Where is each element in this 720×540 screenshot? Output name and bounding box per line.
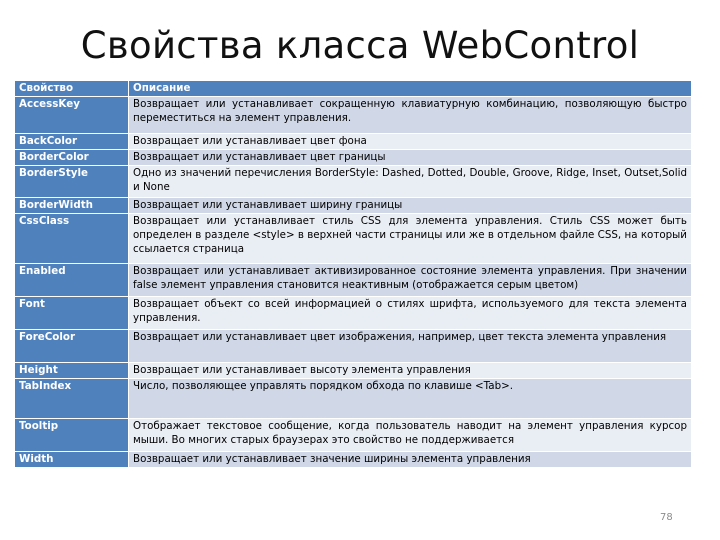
property-name: AccessKey [15,97,129,134]
column-header-description: Описание [129,81,692,97]
table-row [15,452,692,468]
property-name: Tooltip [15,419,129,452]
table-row [15,166,692,198]
property-name: Width [15,452,129,468]
property-name: Font [15,297,129,330]
property-description: Возвращает объект со всей информацией о стилях шрифта, используемого для текста элемента управления. [129,297,692,330]
property-description: Возвращает или устанавливает цвет границы [129,150,692,166]
table-header-row [15,81,692,97]
table-row [15,134,692,150]
table-row [15,330,692,363]
property-name: BorderStyle [15,166,129,198]
property-description: Возвращает или устанавливает стиль CSS для элемента управления. Стиль CSS может быть определен в разделе <style> в верхней части страницы или же в отдельном файле CSS, на который ссылается страница [129,214,692,264]
property-description: Возвращает или устанавливает цвет фона [129,134,692,150]
property-description: Число, позволяющее управлять порядком обхода по клавише <Tab>. [129,379,692,419]
table-row [15,150,692,166]
table-row [15,97,692,134]
column-header-property: Свойство [15,81,129,97]
table-row [15,297,692,330]
property-description: Возвращает или устанавливает сокращенную клавиатурную комбинацию, позволяющую быстро переместиться на элемент управления. [129,97,692,134]
table-row [15,419,692,452]
property-name: TabIndex [15,379,129,419]
property-description: Возвращает или устанавливает высоту элемента управления [129,363,692,379]
property-name: Enabled [15,264,129,297]
table-row [15,214,692,264]
property-name: Height [15,363,129,379]
page-number: 78 [660,512,673,523]
table-row [15,198,692,214]
property-name: BackColor [15,134,129,150]
property-description: Возвращает или устанавливает активизированное состояние элемента управления. При значении false элемент управления становится неактивным (отображается серым цветом) [129,264,692,297]
property-name: BorderColor [15,150,129,166]
table-row [15,363,692,379]
slide-title: Свойства класса WebControl [80,24,640,67]
property-description: Отображает текстовое сообщение, когда пользователь наводит на элемент управления курсор мыши. Во многих старых браузерах это свойство не поддерживается [129,419,692,452]
table-row [15,379,692,419]
property-name: ForeColor [15,330,129,363]
property-description: Возвращает или устанавливает цвет изображения, например, цвет текста элемента управления [129,330,692,363]
property-name: BorderWidth [15,198,129,214]
property-name: CssClass [15,214,129,264]
property-description: Одно из значений перечисления BorderStyle: Dashed, Dotted, Double, Groove, Ridge, Inset, Outset,Solid и None [129,166,692,198]
table-row [15,264,692,297]
properties-table [14,80,692,468]
property-description: Возвращает или устанавливает ширину границы [129,198,692,214]
property-description: Возвращает или устанавливает значение ширины элемента управления [129,452,692,468]
